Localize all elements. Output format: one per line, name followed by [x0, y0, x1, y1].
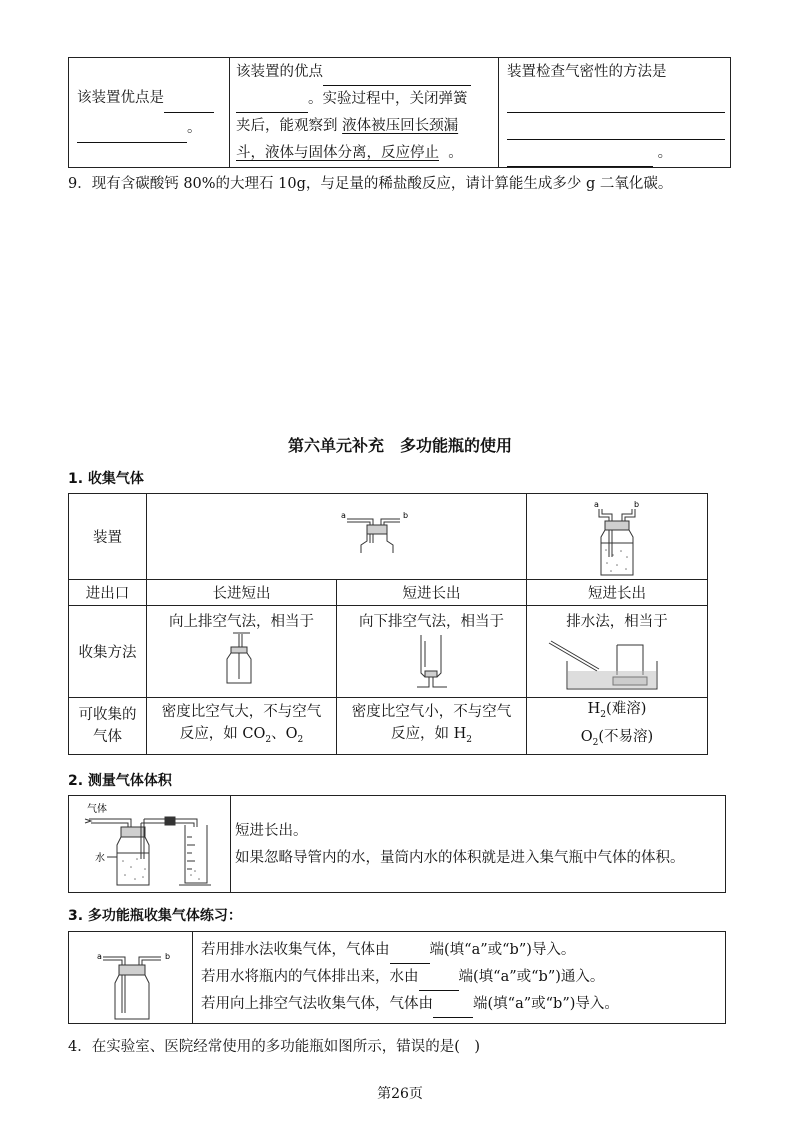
measure-volume-table [68, 795, 726, 893]
answer-blank[interactable] [507, 166, 653, 167]
port-b-label: b [403, 510, 409, 520]
answer-blank[interactable] [507, 139, 725, 140]
svg-text:b: b [634, 499, 640, 509]
top-answer-table [68, 57, 731, 168]
bottle-icon [103, 957, 161, 1019]
port-a-label: a [97, 951, 102, 961]
method-col2: 向下排空气法，相当于 [337, 606, 527, 698]
answer-blank[interactable] [164, 112, 214, 113]
heading-practice: 3. 多功能瓶收集气体练习： [68, 908, 242, 924]
volume-apparatus-diagram [69, 797, 229, 892]
heading-measure-volume: 2. 测量气体体积 [68, 773, 172, 789]
measure-text-1: 短进长出。 [235, 823, 308, 839]
question-4: 4．在实验室、医院经常使用的多功能瓶如图所示，错误的是( ) [68, 1039, 481, 1055]
answer-blank[interactable] [419, 990, 459, 991]
advantage-label: 该装置优点是 [77, 89, 164, 106]
measure-text-2: 如果忽略导管内的水，量筒内水的体积就是进入集气瓶中气体的体积。 [235, 850, 685, 866]
bottle-icon [347, 519, 400, 553]
practice-text-cell: 若用排水法收集气体，气体由 端(填“a”或“b”)导入。 若用水将瓶内的气体排出来，水由 端(填“a”或“b”)通入。 若用向上排空气法收集气体，气体由 端(填“a”或“b”)导入。 [193, 932, 726, 1024]
device-cell-water [527, 494, 708, 580]
inout-col2: 短进长出 [337, 580, 527, 606]
upward-air-bottle-icon [147, 631, 335, 693]
gas-col2: 密度比空气小，不与空气 反应，如 $H_2$ [337, 698, 527, 755]
collect-gas-table [68, 493, 708, 755]
filled-answer: 液体被压回长颈漏 [342, 118, 459, 134]
inout-col1: 长进短出 [147, 580, 337, 606]
row-label-inout: 进出口 [69, 580, 147, 606]
answer-blank[interactable] [323, 85, 471, 86]
measure-diagram-cell [69, 796, 231, 893]
gas-label: 气体 [87, 803, 107, 815]
row-label-gas: 可收集的 气体 [69, 698, 147, 755]
top-cell-3: 装置检查气密性的方法是 。 [499, 58, 731, 168]
method-col3: 排水法，相当于 [527, 606, 708, 698]
device-cell-gas [147, 494, 527, 580]
water-trough-icon [527, 631, 707, 693]
measure-text-cell [231, 796, 726, 893]
section-title: 第六单元补充 多功能瓶的使用 [287, 436, 512, 455]
airtightness-label: 装置检查气密性的方法是 [507, 64, 667, 80]
filled-answer: 斗，液体与固体分离，反应停止 [236, 145, 439, 161]
gas-col3: $H_2$(难溶) $O_2$(不易溶) [527, 698, 708, 755]
answer-blank[interactable] [236, 112, 308, 113]
water-label: 水 [95, 852, 105, 864]
port-b-label: b [165, 951, 171, 961]
downward-air-bottle-icon [337, 631, 525, 693]
question-9: 9．现有含碳酸钙 80%的大理石 10g，与足量的稀盐酸反应，请计算能生成多少 g 二氧化碳。 [68, 176, 673, 192]
practice-diagram-cell [69, 932, 193, 1024]
answer-blank[interactable] [77, 142, 187, 143]
inout-col3: 短进长出 [527, 580, 708, 606]
top-cell-2: 该装置的优点 。实验过程中，关闭弹簧 夹后，能观察到 液体被压回长颈漏 斗，液体与固体分离，反应停止 。 [230, 58, 499, 168]
answer-blank[interactable] [507, 112, 725, 113]
svg-text:a: a [594, 499, 599, 509]
water-flask-diagram [527, 495, 707, 579]
row-label-method: 收集方法 [69, 606, 147, 698]
page-number: 第26页 [377, 1086, 423, 1102]
method-col1: 向上排空气法，相当于 [147, 606, 337, 698]
flask-diagram [147, 495, 527, 579]
practice-flask-diagram [69, 933, 191, 1023]
top-cell-1: 该装置优点是 。 [69, 58, 230, 168]
answer-blank[interactable] [433, 1017, 473, 1018]
practice-table [68, 931, 726, 1024]
heading-collect-gas: 1. 收集气体 [68, 471, 144, 487]
answer-blank[interactable] [390, 963, 430, 964]
port-a-label: a [341, 510, 346, 520]
gas-col1: 密度比空气大，不与空气 反应，如 $CO_2$、$O_2$ [147, 698, 337, 755]
row-label-device: 装置 [69, 494, 147, 580]
